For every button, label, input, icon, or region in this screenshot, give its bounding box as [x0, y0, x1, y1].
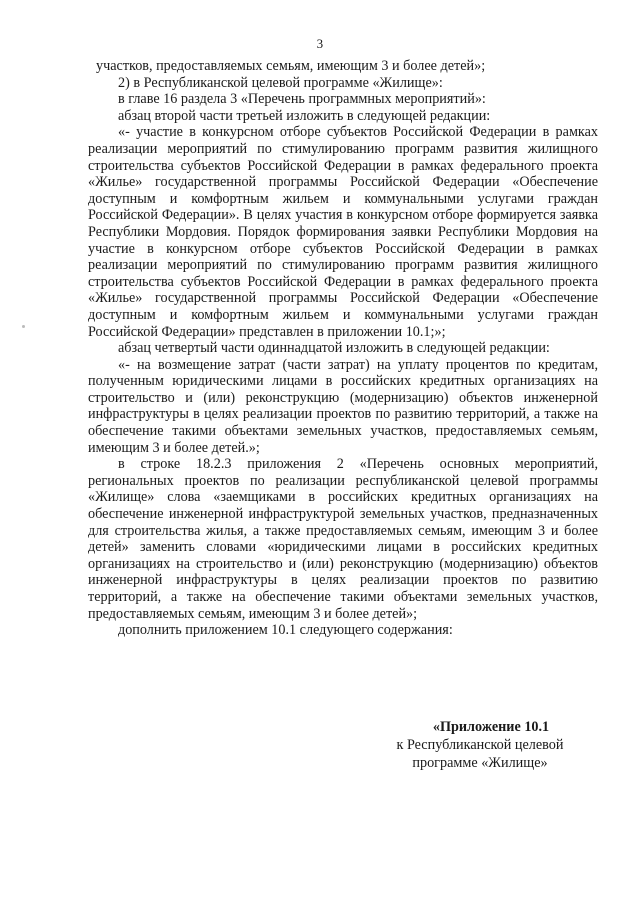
- appendix-line-2: программе «Жилище»: [412, 755, 548, 771]
- paragraph-quoted-participation: «- участие в конкурсном отборе субъектов Российской Федерации в рамках реализации мероприятий по стимулированию программ развития жилищного строительства субъектов Российской Федерации в рамках федерального проекта «Жилье» государственной программы Российской Федерации «Обеспечение доступным и комфортным жильем и коммунальными услугами граждан Российской Федерации». В целях участия в конкурсном отборе формируется заявка Республики Мордовия. Порядок формирования заявки Республики Мордовия на участие в конкурсном отборе субъектов Российской Федерации в рамках реализации мероприятий по стимулированию программ развития жилищного строительства субъектов Российской Федерации в рамках федерального проекта «Жилье» государственной программы Российской Федерации «Обеспечение доступным и комфортным жильем и коммунальными услугами граждан Российской Федерации» представлен в приложении 10.1;»;: [88, 124, 598, 340]
- paragraph-quoted-compensation: «- на возмещение затрат (части затрат) на уплату процентов по кредитам, полученным юридическими лицами в российских кредитных организациях на строительство и (или) реконструкцию (модернизацию) объектов инженерной инфраструктуры в целях реализации проектов по развитию территорий, а также на обеспечение такими объектами земельных участков, предоставляемых семьям, имеющим 3 и более детей.»;: [88, 356, 598, 456]
- paragraph-abzac-4: абзац четвертый части одиннадцатой изложить в следующей редакции:: [118, 340, 550, 357]
- paragraph-continuation: участков, предоставляемых семьям, имеющим 3 и более детей»;: [96, 58, 486, 74]
- appendix-title: «Приложение 10.1: [432, 719, 550, 735]
- paragraph-chapter-16: в главе 16 раздела 3 «Перечень программных мероприятий»:: [118, 91, 486, 108]
- appendix-line-1: к Республиканской целевой: [396, 737, 564, 753]
- appendix-header: [360, 718, 600, 772]
- paragraph-abzac-2: абзац второй части третьей изложить в следующей редакции:: [118, 107, 491, 124]
- paragraph-add-appendix: дополнить приложением 10.1 следующего содержания:: [118, 622, 453, 639]
- paragraph-row-18-2-3: в строке 18.2.3 приложения 2 «Перечень основных мероприятий, региональных проектов по реализации республиканской целевой программы «Жилище» слова «заемщиками в российских кредитных организациях на обеспечение инженерной инфраструктурой земельных участков, предназначенных для строительства жилья, а также предоставляемых семьям, имеющим 3 и более детей» заменить словами «юридическими лицами в российских кредитных организациях на строительство и (или) реконструкцию (модернизацию) объектов инженерной инфраструктуры в целях реализации проектов по развитию территорий, а также на обеспечение такими объектами земельных участков, предоставляемых семьям, имеющим 3 и более детей»;: [88, 456, 598, 622]
- paragraph-item-2: 2) в Республиканской целевой программе «Жилище»:: [118, 74, 443, 91]
- document-body: [88, 58, 598, 639]
- page-number: 3: [316, 36, 324, 51]
- scan-speck: [22, 325, 25, 328]
